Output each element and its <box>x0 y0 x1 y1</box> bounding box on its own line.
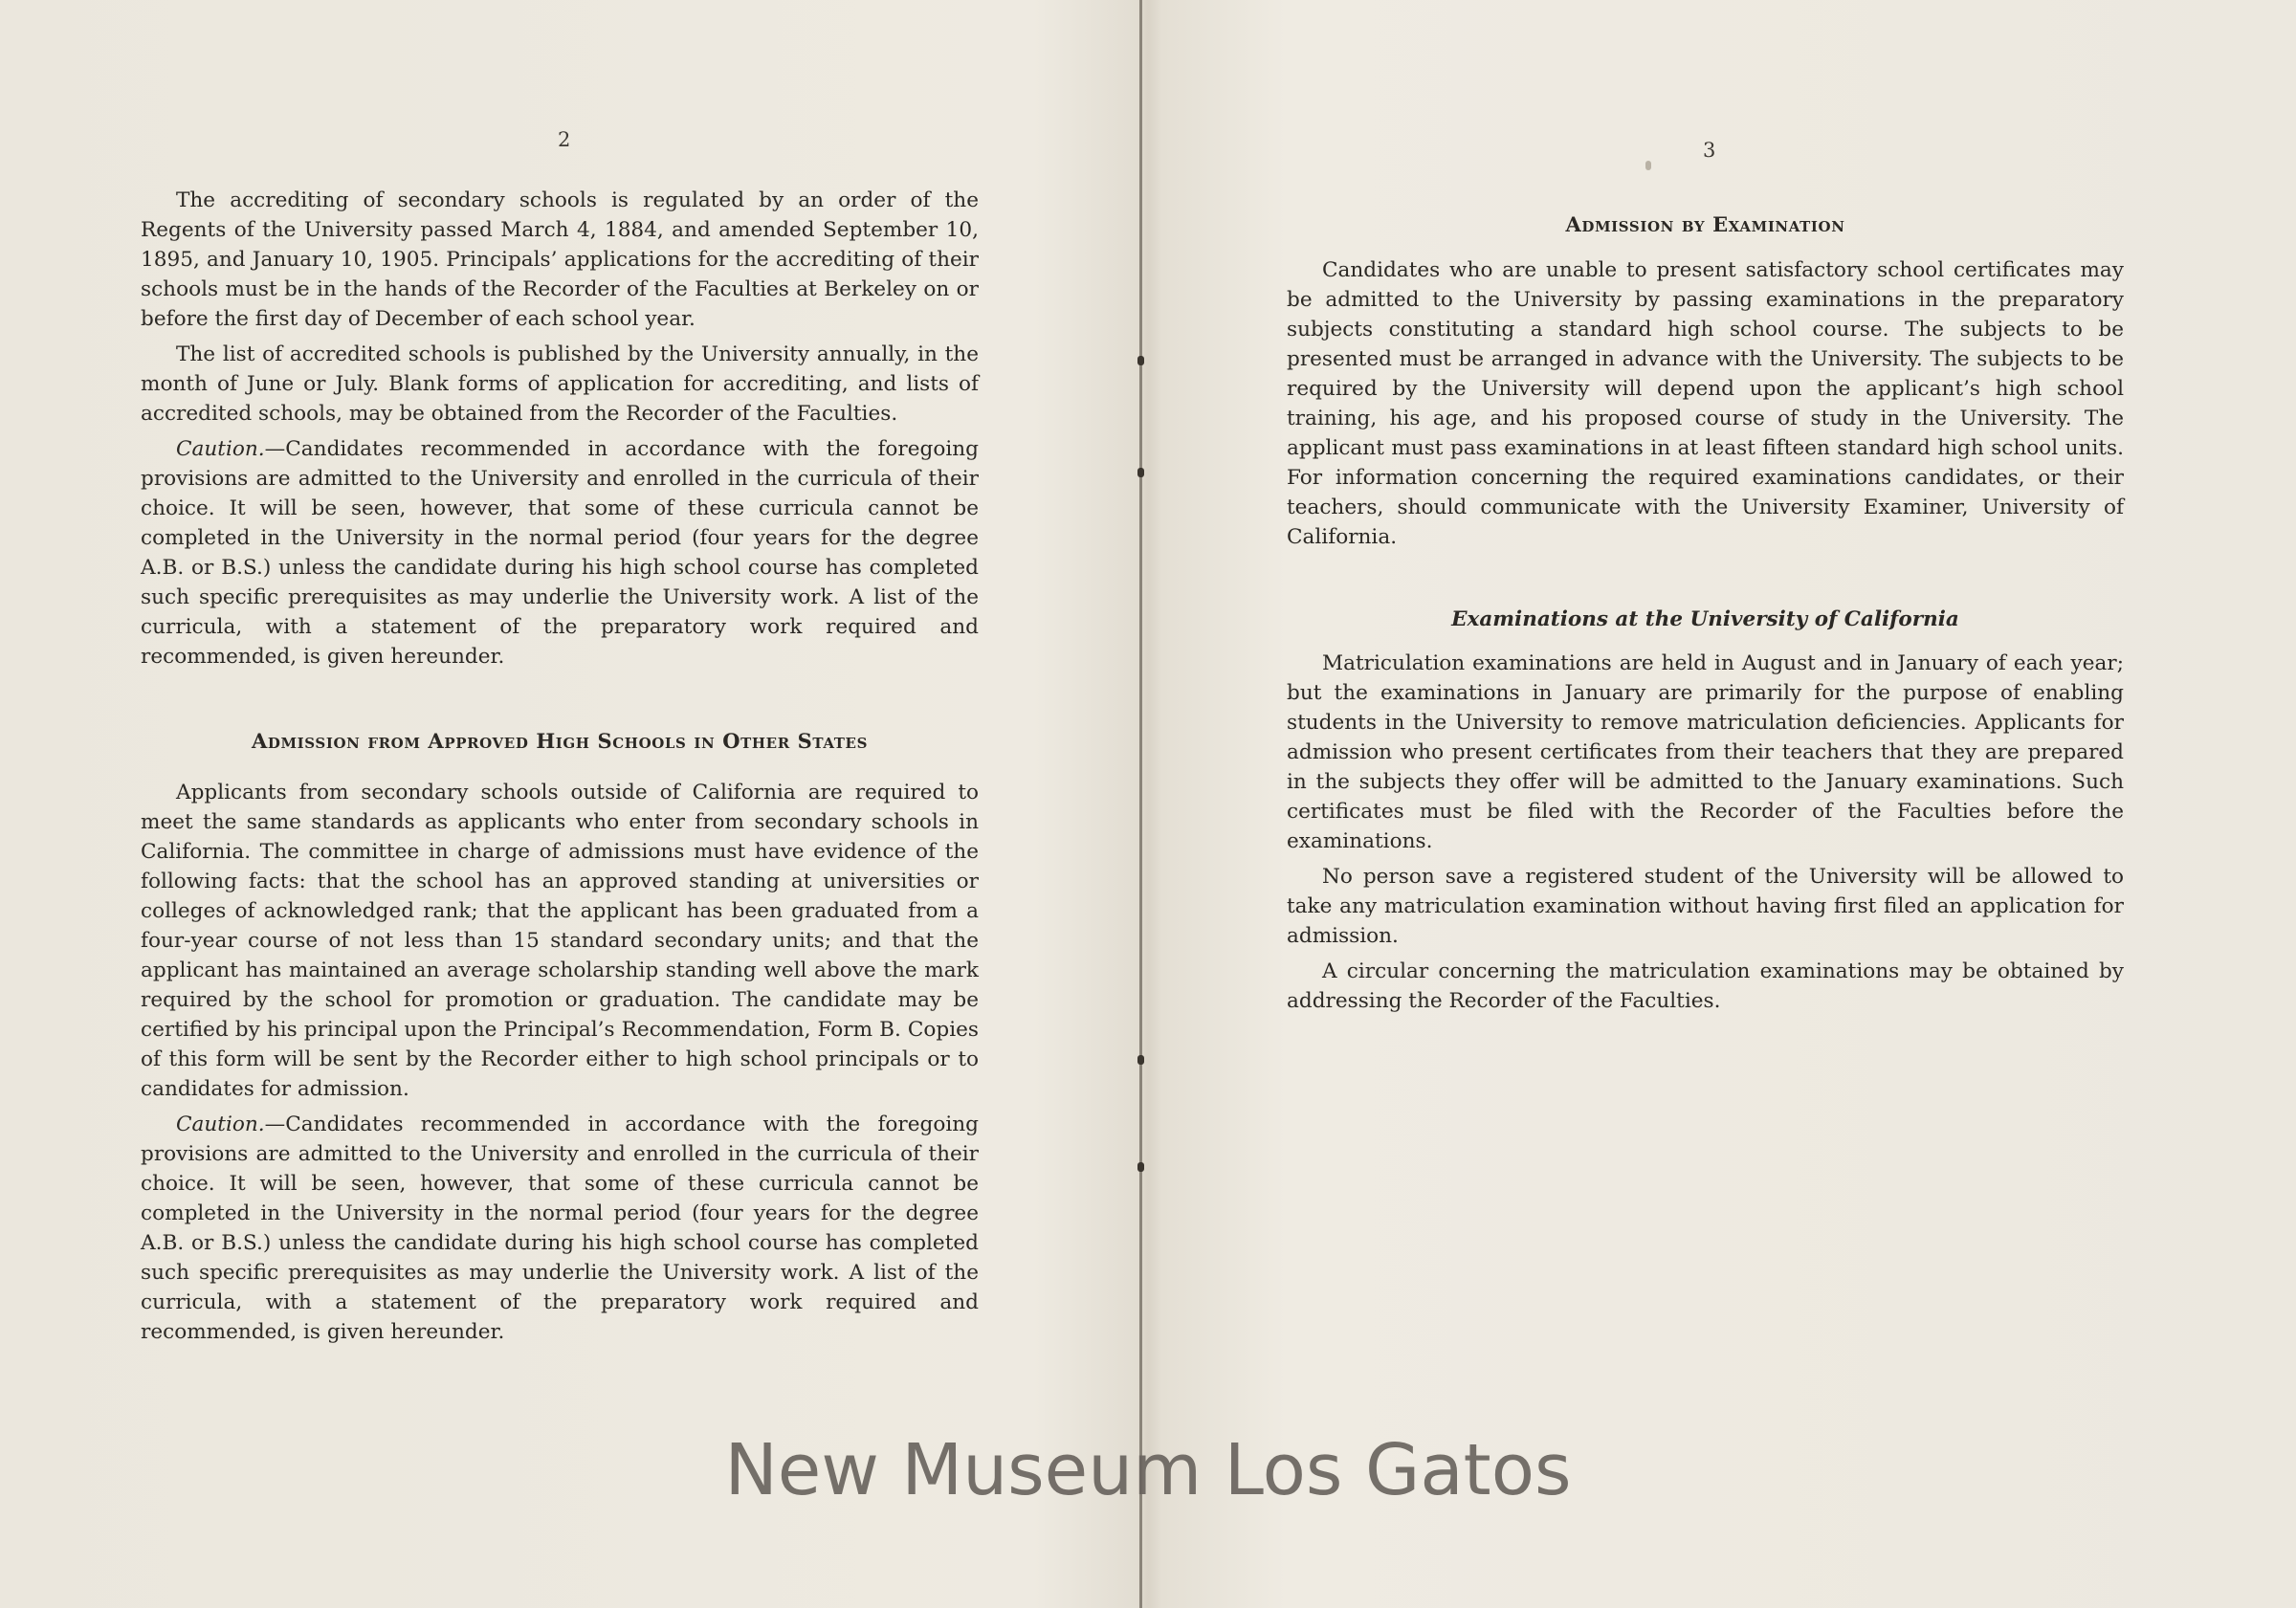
spacer <box>1287 631 2124 649</box>
page-number: 2 <box>558 128 571 151</box>
left-page-content <box>141 186 979 1353</box>
spacer <box>141 677 979 729</box>
page-number: 3 <box>1703 139 1716 162</box>
section-heading: Admission from Approved High Schools in Other States <box>251 729 869 753</box>
binding-stitch <box>1137 468 1144 477</box>
spacer <box>141 753 979 778</box>
right-page-content <box>1287 212 2124 1022</box>
caution-label: Caution. <box>176 437 265 461</box>
paragraph: A circular concerning the matriculation examinations may be obtained by addressing the Recorder of the Faculties. <box>1287 959 2124 1013</box>
binding-stitch <box>1137 356 1144 365</box>
paragraph: No person save a registered student of the University will be allowed to take any matriculation examination without having first filed an application for admission. <box>1287 865 2124 948</box>
left-page <box>141 0 979 1608</box>
right-page <box>1287 0 2124 1608</box>
watermark: New Museum Los Gatos <box>724 1429 1572 1511</box>
binding-gutter <box>1139 0 1142 1608</box>
spacer <box>1287 236 2124 255</box>
binding-stitch <box>1137 1055 1144 1065</box>
caution-paragraph <box>141 1110 979 1347</box>
paragraph: The list of accredited schools is published by the University annually, in the month of June or July. Blank forms of application for accrediting, and lists of accredited schools, may be obtained from the Recorder of the Faculties. <box>141 342 979 426</box>
caution-paragraph <box>141 434 979 672</box>
paragraph: Candidates who are unable to present satisfactory school certificates may be admitted to the University by passing examinations in the preparatory subjects constituting a standard high school course. The subjects to be presented must be arranged in advance with the University. The subjects to be required by the University will depend upon the applicant’s high school training, his age, and his proposed course of study in the University. The applicant must pass examinations in at least fifteen standard high school units. For information concerning the required examinations candidates, or their teachers, should communicate with the University Examiner, University of California. <box>1287 258 2124 549</box>
caution-label: Caution. <box>176 1112 265 1136</box>
section-subheading: Examinations at the University of California <box>1451 607 1959 631</box>
binding-stitch <box>1137 1162 1144 1172</box>
spacer <box>1287 558 2124 607</box>
paragraph: The accrediting of secondary schools is regulated by an order of the Regents of the University passed March 4, 1884, and amended September 10, 1895, and January 10, 1905. Principals’ applications for the accrediting of their schools must be in the hands of the Recorder of the Faculties at Berkeley on or before the first day of December of each school year. <box>141 188 979 331</box>
section-heading: Admission by Examination <box>1565 212 1845 236</box>
paragraph: Applicants from secondary schools outside of California are required to meet the same standards as applicants who enter from secondary schools in California. The committee in charge of admissions must have evidence of the following facts: that the school has an approved standing at universities or colleges of acknowledged rank; that the applicant has been graduated from a four-year course of not less than 15 standard secondary units; and that the applicant has maintained an average scholarship standing well above the mark required by the school for promotion or graduation. The candidate may be certified by his principal upon the Principal’s Recommendation, Form B. Copies of this form will be sent by the Recorder either to high school principals or to candidates for admission. <box>141 781 979 1101</box>
caution-text: —Candidates recommended in accordance with the foregoing provisions are admitted to the University and enrolled in the curricula of their choice. It will be seen, however, that some of these curricula cannot be completed in the University in the normal period (four years for the degree A.B. or B.S.) unless the candidate during his high school course has completed such specific prerequisites as may underlie the University work. A list of the curricula, with a statement of the preparatory work required and recommended, is given hereunder. <box>141 437 979 669</box>
caution-text: —Candidates recommended in accordance with the foregoing provisions are admitted to the University and enrolled in the curricula of their choice. It will be seen, however, that some of these curricula cannot be completed in the University in the normal period (four years for the degree A.B. or B.S.) unless the candidate during his high school course has completed such specific prerequisites as may underlie the University work. A list of the curricula, with a statement of the preparatory work required and recommended, is given hereunder. <box>141 1112 979 1344</box>
paragraph: Matriculation examinations are held in August and in January of each year; but the examinations in January are primarily for the purpose of enabling students in the University to remove matriculation deficiencies. Applicants for admission who present certificates from their teachers that they are prepared in the subjects they offer will be admitted to the January examinations. Such certificates must be filed with the Recorder of the Faculties before the examinations. <box>1287 651 2124 853</box>
